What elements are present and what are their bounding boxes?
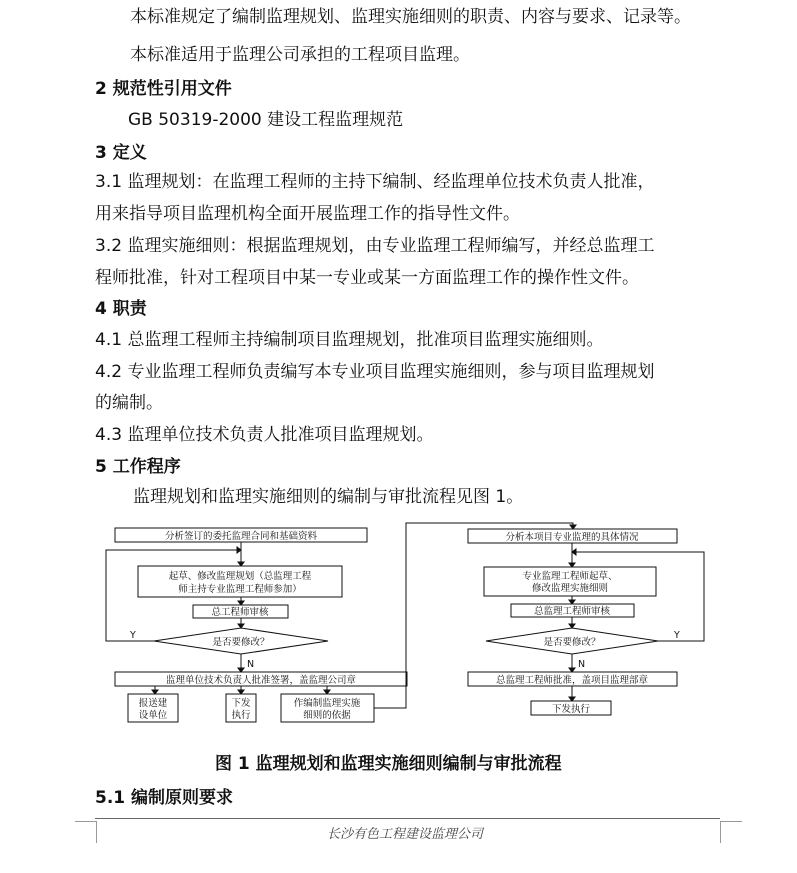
left-yes-label: Y	[130, 630, 136, 641]
footer-corner-right-v	[720, 821, 721, 843]
footer-rule	[95, 818, 720, 819]
left-output-2-label-2: 执行	[231, 710, 251, 721]
left-branch-arrowhead-3	[324, 690, 330, 694]
right-draft-label-2: 修改监理实施细则	[531, 583, 609, 594]
left-no-label: N	[247, 659, 255, 670]
footer-corner-right-h	[720, 821, 742, 822]
scope-line-1: 本标准规定了编制监理规划、监理实施细则的职责、内容与要求、记录等。	[130, 7, 691, 27]
definition-3-2-line-2: 程师批准，针对工程项目中某一专业或某一方面监理工作的操作性文件。	[95, 268, 639, 288]
left-branch-arrowhead-1	[152, 690, 158, 694]
left-draft-label-2: 师主持专业监理工程师参加）	[178, 584, 302, 595]
duty-4-3: 4.3 监理单位技术负责人批准项目监理规划。	[95, 425, 434, 445]
section-2-heading: 2 规范性引用文件	[95, 79, 232, 99]
section-5-heading: 5 工作程序	[95, 457, 181, 477]
footer-company: 长沙有色工程建设监理公司	[327, 827, 484, 842]
right-decision-label: 是否要修改？	[543, 637, 601, 648]
left-draft-label-1: 起草、修改监理规划（总监理工程	[168, 571, 312, 582]
approval-flowchart	[0, 510, 797, 725]
left-arrowhead-3	[238, 624, 244, 628]
left-decision-label: 是否要修改？	[212, 637, 270, 648]
duty-4-1: 4.1 总监理工程师主持编制项目监理规划，批准项目监理实施细则。	[95, 330, 604, 350]
footer-corner-left-v	[96, 821, 97, 843]
left-output-1-label-2: 设单位	[138, 710, 168, 721]
cross-connector-arrowhead	[570, 525, 576, 529]
figure-caption: 图 1 监理规划和监理实施细则编制与审批流程	[215, 754, 562, 774]
section-5-intro: 监理规划和监理实施细则的编制与审批流程见图 1。	[133, 487, 524, 507]
right-arrowhead-4	[569, 668, 575, 672]
section-3-heading: 3 定义	[95, 143, 147, 163]
left-arrowhead-2	[238, 601, 244, 605]
definition-3-1-line-2: 用来指导项目监理机构全面开展监理工作的指导性文件。	[95, 204, 520, 224]
right-draft-label-1: 专业监理工程师起草、	[522, 571, 618, 582]
right-review-label: 总监理工程师审核	[533, 606, 611, 617]
section-4-heading: 4 职责	[95, 299, 147, 319]
footer-corner-left-h	[75, 821, 97, 822]
left-branch-arrowhead-2	[238, 690, 244, 694]
duty-4-2-line-1: 4.2 专业监理工程师负责编写本专业项目监理实施细则，参与项目监理规划	[95, 362, 655, 382]
left-arrowhead-1	[238, 562, 244, 566]
left-output-3-label-2: 细则的依据	[303, 710, 351, 721]
section-2-reference: GB 50319-2000 建设工程监理规范	[128, 110, 404, 130]
left-approve-label: 监理单位技术负责人批准签署，盖监理公司章	[165, 675, 357, 686]
right-approve-label: 总监理工程师批准，盖项目监理部章	[495, 675, 649, 686]
right-issue-label: 下发执行	[551, 704, 591, 715]
scope-line-2: 本标准适用于监理公司承担的工程项目监理。	[130, 45, 470, 65]
right-arrowhead-2	[569, 600, 575, 604]
left-output-3-label-1: 作编制监理实施	[293, 698, 361, 709]
section-5-1-heading: 5.1 编制原则要求	[95, 788, 234, 808]
right-arrowhead-3	[569, 624, 575, 628]
definition-3-2-line-1: 3.2 监理实施细则：根据监理规划，由专业监理工程师编写，并经总监理工	[95, 236, 655, 256]
right-analyze-label: 分析本项目专业监理的具体情况	[505, 532, 639, 543]
right-yes-label: Y	[674, 630, 680, 641]
left-output-2-label-1: 下发	[231, 698, 251, 709]
left-output-1-label-1: 报送建	[138, 698, 168, 709]
left-arrowhead-4	[238, 668, 244, 672]
right-no-label: N	[578, 659, 586, 670]
left-yes-arrowhead	[237, 547, 241, 553]
left-analyze-label: 分析签订的委托监理合同和基础资料	[164, 531, 318, 542]
right-yes-arrowhead	[572, 549, 576, 555]
right-arrowhead-1	[569, 563, 575, 567]
right-arrowhead-5	[569, 697, 575, 701]
duty-4-2-line-2: 的编制。	[95, 393, 163, 413]
definition-3-1-line-1: 3.1 监理规划：在监理工程师的主持下编制、经监理单位技术负责人批准，	[95, 172, 655, 192]
left-review-label: 总工程师审核	[211, 607, 269, 618]
